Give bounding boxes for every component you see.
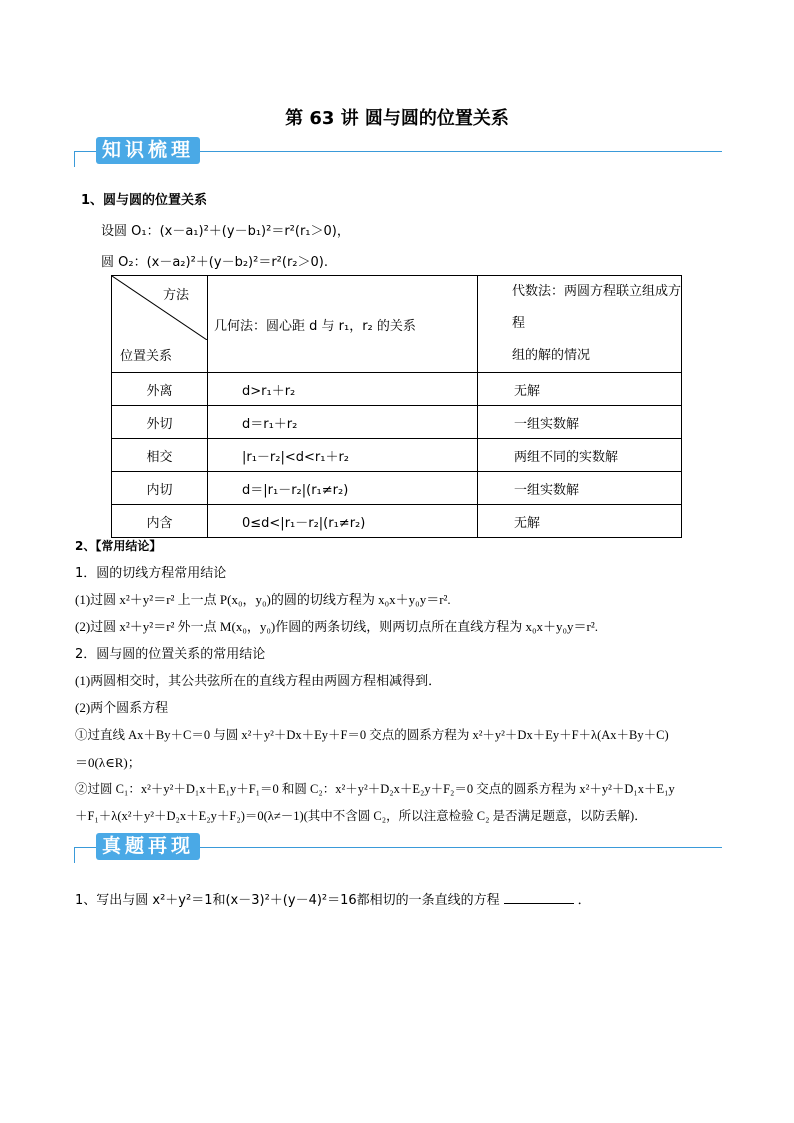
question-text: 1、写出与圆 x²＋y²＝1和(x－3)²＋(y－4)²＝16都相切的一条直线的方程	[75, 893, 500, 908]
geometric-cell: d＝|r₁－r₂|(r₁≠r₂)	[208, 472, 478, 505]
relation-cell: 内切	[112, 472, 208, 505]
algebraic-cell: 一组实数解	[478, 406, 682, 439]
table-row	[112, 505, 682, 538]
algebraic-cell: 无解	[478, 505, 682, 538]
relation-cell: 内含	[112, 505, 208, 538]
section-label: 真题再现	[96, 833, 200, 860]
relation-cell: 相交	[112, 439, 208, 472]
table-row	[112, 373, 682, 406]
relation-cell: 外切	[112, 406, 208, 439]
geometric-cell: |r₁－r₂|<d<r₁＋r₂	[208, 439, 478, 472]
algebraic-header	[478, 276, 682, 373]
diagonal-header-cell	[112, 276, 208, 373]
conclusion-line: ＋F₁＋λ(x²＋y²＋D₂x＋E₂y＋F₂)＝0(λ≠－1)(其中不含圆 C₂，所以注意检验 C₂ 是否满足题意，以防丢解)．	[75, 809, 647, 823]
geometric-cell: d>r₁＋r₂	[208, 373, 478, 406]
diag-bottom-label: 位置关系	[120, 349, 173, 364]
relation-cell: 外离	[112, 373, 208, 406]
geometric-cell: 0≤d<|r₁－r₂|(r₁≠r₂)	[208, 505, 478, 538]
circle1-definition: 设圆 O₁：(x－a₁)²＋(y－b₁)²＝r²(r₁＞0)，	[101, 224, 350, 239]
algebraic-header-line2: 组的解的情况	[512, 348, 591, 363]
conclusion-line: (2)两个圆系方程	[75, 700, 169, 715]
conclusion-line: (1)过圆 x²＋y²＝r² 上一点 P(x₀，y₀)的圆的切线方程为 x₀x＋y₀y＝r².	[75, 592, 451, 607]
divider	[74, 151, 75, 167]
relation-table	[111, 275, 682, 538]
page-title: 第 63 讲 圆与圆的位置关系	[285, 108, 509, 129]
section-header-knowledge	[74, 137, 722, 167]
question-end: ．	[577, 893, 591, 908]
sub-heading-tangent: 1．圆的切线方程常用结论	[75, 566, 227, 581]
conclusion-line: ②过圆 C₁：x²＋y²＋D₁x＋E₁y＋F₁＝0 和圆 C₂：x²＋y²＋D₂x＋E₂y＋F₂＝0 交点的圆系方程为 x²＋y²＋D₁x＋E₁y	[75, 782, 675, 796]
diagonal-line	[112, 276, 207, 340]
algebraic-cell: 一组实数解	[478, 472, 682, 505]
divider	[74, 847, 75, 863]
algebraic-cell: 两组不同的实数解	[478, 439, 682, 472]
section-header-exam	[74, 833, 722, 863]
algebraic-header-line1: 代数法：两圆方程联立组成方程	[512, 284, 682, 331]
section-label: 知识梳理	[96, 137, 200, 164]
circle2-definition: 圆 O₂：(x－a₂)²＋(y－b₂)²＝r²(r₂＞0).	[101, 255, 328, 270]
geometric-header: 几何法：圆心距 d 与 r₁，r₂ 的关系	[208, 276, 478, 373]
part2-heading: 2、【常用结论】	[75, 539, 162, 553]
conclusion-line: ＝0(λ∈R)；	[75, 755, 141, 770]
diag-top-label: 方法	[162, 288, 189, 303]
geometric-cell: d＝r₁＋r₂	[208, 406, 478, 439]
conclusion-line: (1)两圆相交时，其公共弦所在的直线方程由两圆方程相减得到．	[75, 673, 442, 688]
part1-heading: 1、圆与圆的位置关系	[81, 193, 208, 208]
table-row	[112, 406, 682, 439]
table-row	[112, 439, 682, 472]
table-header-row	[112, 276, 682, 373]
conclusion-line: (2)过圆 x²＋y²＝r² 外一点 M(x₀，y₀)作圆的两条切线，则两切点所在直线方程为 x₀x＋y₀y＝r².	[75, 619, 599, 634]
answer-blank[interactable]	[504, 891, 574, 904]
table-row	[112, 472, 682, 505]
question-1	[75, 889, 591, 908]
algebraic-cell: 无解	[478, 373, 682, 406]
sub-heading-circles: 2．圆与圆的位置关系的常用结论	[75, 647, 266, 662]
conclusion-line: ①过直线 Ax＋By＋C＝0 与圆 x²＋y²＋Dx＋Ey＋F＝0 交点的圆系方程为 x²＋y²＋Dx＋Ey＋F＋λ(Ax＋By＋C)	[75, 728, 669, 742]
